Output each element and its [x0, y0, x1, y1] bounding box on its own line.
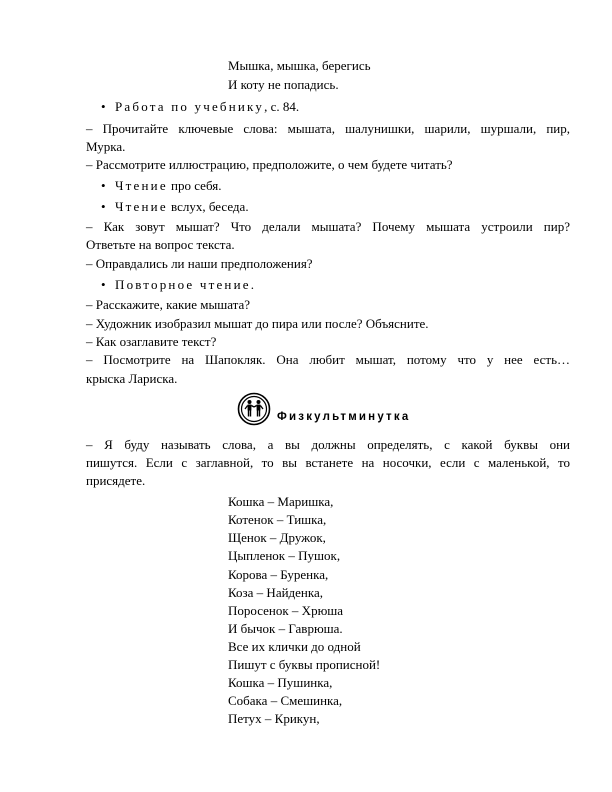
artist-question: – Художник изобразил мышат до пира или после? Объясните. — [86, 316, 429, 331]
poem-line: Поросенок – Хрюша — [228, 603, 344, 618]
reading-aloud-heading — [101, 199, 249, 214]
questions-line-2: Ответьте на вопрос текста. — [86, 237, 235, 252]
shapoklyak-line-1: – Посмотрите на Шапокляк. Она любит мышат, потому что у нее есть… — [86, 352, 570, 367]
physical-minute-title: Физкультминутка — [277, 411, 411, 423]
bullet-marker: • — [101, 178, 106, 193]
heading-spaced-text: Чтение — [115, 178, 168, 193]
poem-line: Кошка – Маришка, — [228, 494, 334, 509]
assumptions-question: – Оправдались ли наши предположения? — [86, 256, 313, 271]
heading-rest-text: , с. 84. — [264, 99, 300, 114]
poem-line: Кошка – Пушинка, — [228, 675, 333, 690]
keywords-line-1: – Прочитайте ключевые слова: мышата, шалунишки, шарили, шуршали, пир, — [86, 121, 570, 136]
illustration-question: – Рассмотрите иллюстрацию, предположите, о чем будете читать? — [86, 157, 453, 172]
bullet-marker: • — [101, 99, 106, 114]
poem-line: Котенок – Тишка, — [228, 512, 327, 527]
keywords-line-2: Мурка. — [86, 139, 126, 154]
questions-line-1: – Как зовут мышат? Что делали мышата? Почему мышата устроили пир? — [86, 219, 570, 234]
tell-mice-question: – Расскажите, какие мышата? — [86, 297, 251, 312]
repeat-reading-heading — [101, 277, 256, 292]
reading-to-self-heading — [101, 178, 221, 193]
poem-line: Пишут с буквы прописной! — [228, 657, 381, 672]
physical-exercise-icon — [237, 392, 271, 426]
bullet-marker: • — [101, 277, 106, 292]
heading-spaced-text: Повторное чтение. — [115, 277, 257, 292]
top-poem-line-1: Мышка, мышка, берегись — [228, 58, 371, 73]
instruction-line-1: – Я буду называть слова, а вы должны определять, с какой буквы они — [86, 437, 570, 452]
poem-line: Корова – Буренка, — [228, 567, 329, 582]
poem-line: Коза – Найденка, — [228, 585, 324, 600]
poem-line: Петух – Крикун, — [228, 711, 320, 726]
bullet-marker: • — [101, 199, 106, 214]
instruction-line-3: присядете. — [86, 473, 146, 488]
poem-line: Все их клички до одной — [228, 639, 361, 654]
heading-spaced-text: Чтение — [115, 199, 168, 214]
poem-line: Щенок – Дружок, — [228, 530, 326, 545]
heading-rest-text: вслух, беседа. — [167, 199, 249, 214]
shapoklyak-line-2: крыска Лариска. — [86, 371, 178, 386]
title-question: – Как озаглавите текст? — [86, 334, 217, 349]
heading-spaced-text: Работа по учебнику — [115, 99, 265, 114]
poem-line: И бычок – Гаврюша. — [228, 621, 343, 636]
poem-line: Цыпленок – Пушок, — [228, 548, 341, 563]
top-poem-line-2: И коту не попадись. — [228, 77, 339, 92]
heading-rest-text: про себя. — [167, 178, 222, 193]
instruction-line-2: пишутся. Если с заглавной, то вы встанете на носочки, если с маленькой, то — [86, 455, 570, 470]
work-with-textbook-heading — [101, 99, 299, 114]
poem-line: Собака – Смешинка, — [228, 693, 343, 708]
